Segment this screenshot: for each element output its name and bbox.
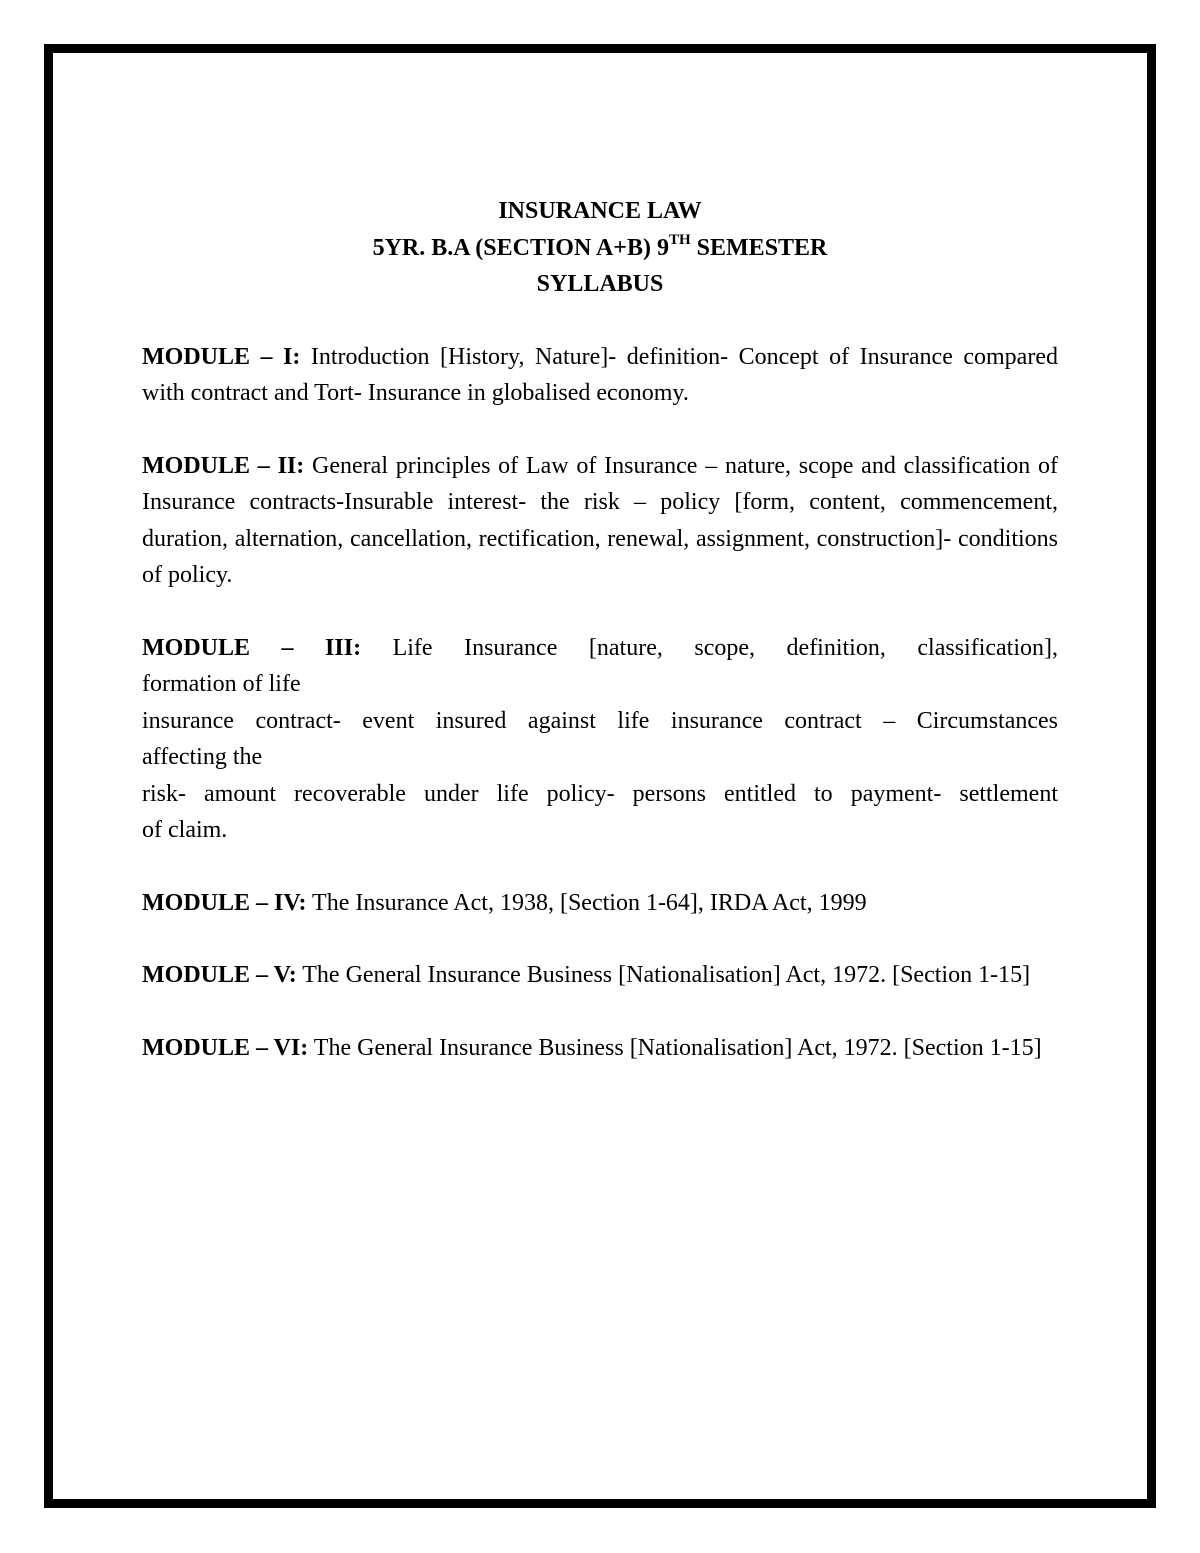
module-text: The General Insurance Business [Nationalisation] Act, 1972. [Section 1-15] <box>308 1034 1042 1061</box>
module-line: of claim. <box>142 817 228 843</box>
module-text: The Insurance Act, 1938, [Section 1-64], IRDA Act, 1999 <box>306 889 867 916</box>
course-superscript: TH <box>668 231 691 248</box>
document-subtitle: SYLLABUS <box>536 271 664 297</box>
module-line: insurance contract- event insured against life insurance contract – Circumstances <box>142 707 1058 734</box>
module-line: formation of life <box>142 671 301 697</box>
module-label: MODULE – I: <box>142 343 301 370</box>
module-6 <box>142 1030 1058 1067</box>
document-body <box>142 193 1058 1066</box>
module-4 <box>142 885 1058 922</box>
module-1 <box>142 339 1058 412</box>
module-label: MODULE – III: <box>142 634 362 661</box>
module-text: Introduction [History, Nature]- definition- Concept of Insurance compared with contract and Tort- Insurance in globalised economy. <box>142 343 1058 406</box>
module-line <box>142 630 1058 667</box>
module-label: MODULE – V: <box>142 962 297 988</box>
course-line <box>142 230 1058 267</box>
course-suffix: SEMESTER <box>690 234 828 261</box>
module-label: MODULE – II: <box>142 452 305 479</box>
module-text: Life Insurance [nature, scope, definition, classification], <box>361 634 1058 661</box>
course-prefix: 5YR. B.A (SECTION A+B) 9 <box>372 234 669 261</box>
module-label: MODULE – IV: <box>142 889 307 916</box>
module-text: General principles of Law of Insurance – nature, scope and classification of Insurance contracts-Insurable interest- the risk – policy [form, content, commencement, duration, alternation, cancellation, rectification, renewal, assignment, construction]- conditions of policy. <box>142 452 1059 588</box>
module-2 <box>142 448 1058 594</box>
module-5 <box>142 957 1058 994</box>
module-line: affecting the <box>142 744 263 770</box>
module-label: MODULE – VI: <box>142 1034 309 1061</box>
document-title: INSURANCE LAW <box>498 198 702 224</box>
module-line: risk- amount recoverable under life policy- persons entitled to payment- settlement <box>142 780 1058 807</box>
module-text: The General Insurance Business [Nationalisation] Act, 1972. [Section 1-15] <box>296 962 1031 988</box>
document-header <box>142 193 1058 303</box>
module-3 <box>142 630 1058 849</box>
